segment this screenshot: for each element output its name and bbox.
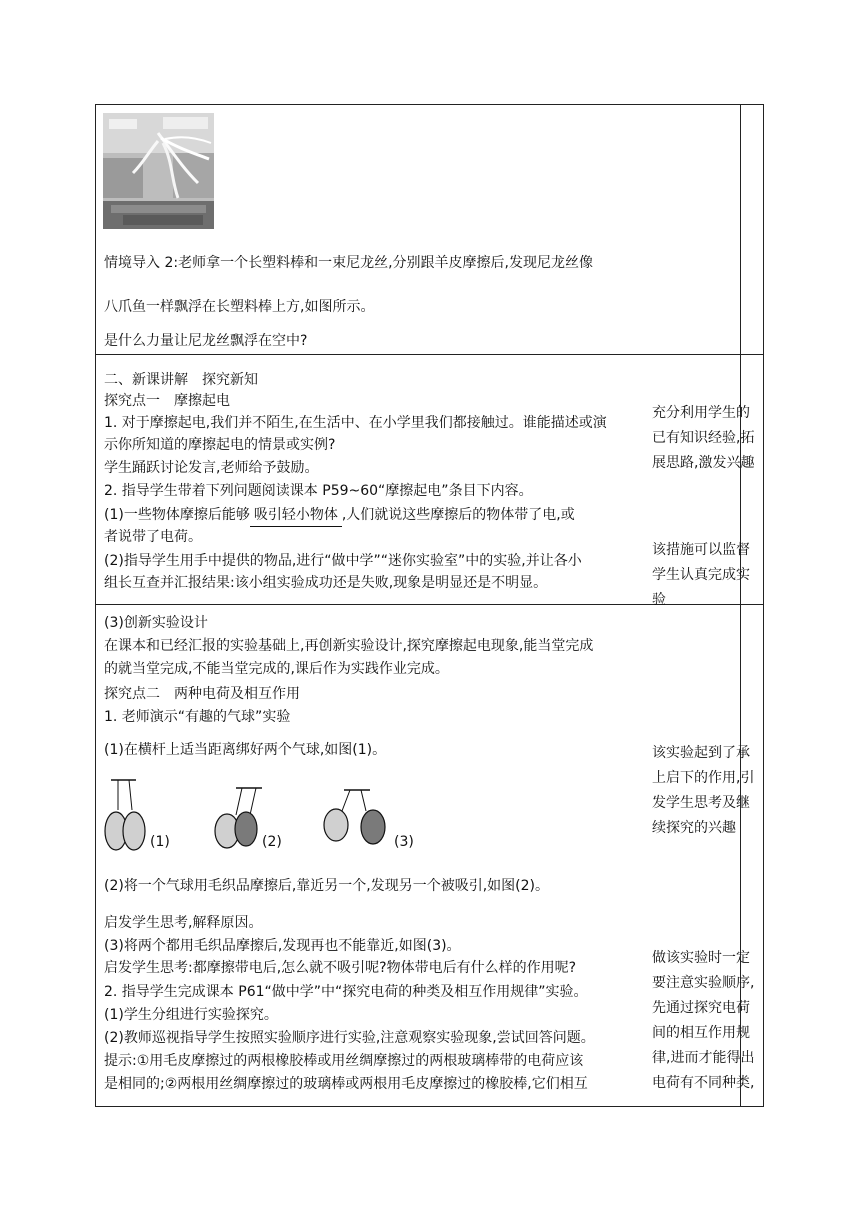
figure-label-1: (1) [150,834,170,850]
para-4a-suffix: ,人们就说这些摩擦后的物体带了电,或 [341,507,575,523]
note-order: 做该实验时一定要注意实验顺序,先通过探究电荷间的相互作用规律,进而才能得出电荷有不同种类, [652,950,755,1091]
think-2: 启发学生思考:都摩擦带电后,怎么就不吸引呢?物体带电后有什么样的作用呢? [104,960,577,976]
note-supervise: 该措施可以监督学生认真完成实验 [652,542,750,608]
note-bridge: 该实验起到了承上启下的作用,引发学生思考及继续探究的兴趣 [652,745,755,836]
explore-point-2: 探究点二 两种电荷及相互作用 [104,686,300,702]
para-2: 学生踊跃讨论发言,老师给予鼓励。 [104,460,319,476]
scene-line-1: 情境导入 2:老师拿一个长塑料棒和一束尼龙丝,分别跟羊皮摩擦后,发现尼龙丝像 [104,255,593,271]
guide-2: 2. 指导学生完成课本 P61“做中学”中“探究电荷的种类及相互作用规律”实验。 [104,984,588,1000]
step-2: (2)将一个气球用毛织品摩擦后,靠近另一个,发现另一个被吸引,如图(2)。 [104,878,550,894]
para-4a-prefix: (1)一些物体摩擦后能够 [104,507,250,523]
para-1a: 1. 对于摩擦起电,我们并不陌生,在生活中、在小学里我们都接触过。谁能描述或演 [104,415,607,431]
fill-in-blank: 吸引轻小物体 [250,504,342,527]
scene-question: 是什么力量让尼龙丝飘浮在空中? [104,333,308,349]
step-3: (3)将两个都用毛织品摩擦后,发现再也不能靠近,如图(3)。 [104,938,461,954]
para-4b: 者说带了电荷。 [104,529,202,545]
figure-label-2: (2) [262,834,282,850]
para-5a: (2)指导学生用手中提供的物品,进行“做中学”“迷你实验室”中的实验,并让各小 [104,553,582,569]
para-4a [104,504,575,527]
think-1: 启发学生思考,解释原因。 [104,915,263,931]
para-1b: 示你所知道的摩擦起电的情景或实例? [104,437,336,453]
para-3: 2. 指导学生带着下列问题阅读课本 P59~60“摩擦起电”条目下内容。 [104,483,533,499]
balloon-figure-3 [324,790,385,844]
innovate-line-2: 的就当堂完成,不能当堂完成的,课后作为实践作业完成。 [104,661,449,677]
classroom-photo [103,113,214,229]
note-interest: 充分利用学生的已有知识经验,拓展思路,激发兴趣 [652,405,755,471]
balloon-figure-1 [105,780,145,850]
row-divider [96,354,763,355]
guide-2-1: (1)学生分组进行实验探究。 [104,1007,278,1023]
lesson-table [95,104,764,1107]
innovate-heading: (3)创新实验设计 [104,615,208,631]
explore-point-1: 探究点一 摩擦起电 [104,393,230,409]
innovate-line-1: 在课本和已经汇报的实验基础上,再创新实验设计,探究摩擦起电现象,能当堂完成 [104,638,594,654]
hint-line-1: 提示:①用毛皮摩擦过的两根橡胶棒或用丝绸摩擦过的两根玻璃棒带的电荷应该 [104,1053,584,1069]
guide-2-2: (2)教师巡视指导学生按照实验顺序进行实验,注意观察实验现象,尝试回答问题。 [104,1030,595,1046]
figure-label-3: (3) [394,834,414,850]
step-1: (1)在横杆上适当距离绑好两个气球,如图(1)。 [104,742,387,758]
scene-line-2: 八爪鱼一样飘浮在长塑料棒上方,如图所示。 [104,299,375,315]
balloon-figure-2 [215,788,262,848]
para-5b: 组长互查并汇报结果:该小组实验成功还是失败,现象是明显还是不明显。 [104,575,548,591]
hint-line-2: 是相同的;②两根用丝绸摩擦过的玻璃棒或两根用毛皮摩擦过的橡胶棒,它们相互 [104,1076,588,1092]
demo-title: 1. 老师演示“有趣的气球”实验 [104,709,291,725]
section-heading: 二、新课讲解 探究新知 [104,372,258,388]
